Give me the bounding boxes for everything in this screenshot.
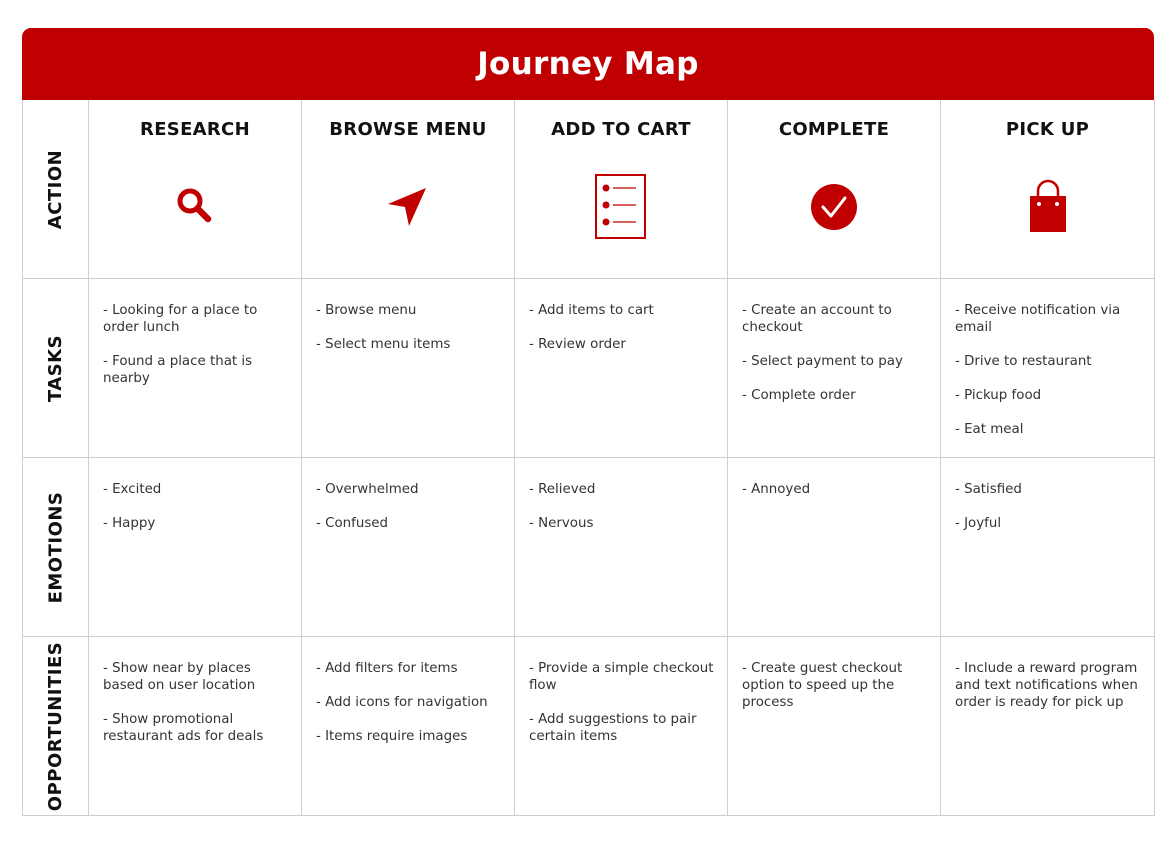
row-label-text: EMOTIONS	[45, 491, 67, 603]
opportunities-list	[515, 637, 727, 745]
tasks-list	[515, 279, 727, 353]
list-item: - Drive to restaurant	[955, 354, 1092, 369]
tasks-list	[941, 279, 1154, 438]
list-item: - Satisfied	[955, 482, 1022, 497]
list-item: - Create guest checkout option to speed up the process	[742, 661, 903, 710]
stage-add-to-cart	[515, 100, 728, 279]
list-item: - Joyful	[955, 516, 1002, 531]
tasks-list	[89, 279, 301, 387]
tasks-cell	[941, 279, 1155, 458]
list-item: - Found a place that is nearby	[103, 354, 253, 386]
emotions-list	[515, 458, 727, 532]
tasks-cell	[89, 279, 302, 458]
list-item: - Include a reward program and text notifications when order is ready for pick up	[955, 661, 1138, 710]
opportunities-cell	[302, 637, 515, 816]
emotions-list	[89, 458, 301, 532]
navigation-arrow-icon	[302, 172, 514, 242]
list-item: - Select menu items	[316, 337, 451, 352]
opportunities-list	[89, 637, 301, 745]
row-label-emotions	[23, 458, 89, 637]
stage-title: BROWSE MENU	[329, 119, 487, 140]
list-item: - Pickup food	[955, 388, 1042, 403]
opportunities-cell	[941, 637, 1155, 816]
tasks-list	[302, 279, 514, 353]
list-item: - Happy	[103, 516, 156, 531]
row-label-tasks	[23, 279, 89, 458]
opportunities-cell	[515, 637, 728, 816]
emotions-list	[302, 458, 514, 532]
emotions-list	[728, 458, 940, 498]
list-item: - Add suggestions to pair certain items	[529, 712, 697, 744]
list-item: - Annoyed	[742, 482, 811, 497]
emotions-cell	[941, 458, 1155, 637]
opportunities-cell	[728, 637, 941, 816]
opportunities-list	[941, 637, 1154, 711]
emotions-cell	[302, 458, 515, 637]
check-circle-icon	[728, 172, 940, 242]
list-item: - Add filters for items	[316, 661, 458, 676]
journey-map	[22, 28, 1154, 816]
stage-complete	[728, 100, 941, 279]
list-item: - Eat meal	[955, 422, 1024, 437]
list-item: - Overwhelmed	[316, 482, 419, 497]
row-label-opportunities	[23, 637, 89, 816]
header-bar	[22, 28, 1154, 100]
stage-title: ADD TO CART	[551, 119, 691, 140]
row-label-text: ACTION	[45, 149, 67, 229]
tasks-cell	[515, 279, 728, 458]
stage-browse-menu	[302, 100, 515, 279]
stage-research	[89, 100, 302, 279]
stage-pick-up	[941, 100, 1155, 279]
opportunities-cell	[89, 637, 302, 816]
list-item: - Show near by places based on user location	[103, 661, 256, 693]
emotions-cell	[515, 458, 728, 637]
list-item: - Add items to cart	[529, 303, 654, 318]
opportunities-list	[728, 637, 940, 711]
stage-title: PICK UP	[1005, 119, 1090, 140]
list-item: - Complete order	[742, 388, 856, 403]
row-label-text: OPPORTUNITIES	[45, 641, 66, 811]
opportunities-list	[302, 637, 514, 745]
list-item: - Provide a simple checkout flow	[529, 661, 714, 693]
stage-title: COMPLETE	[778, 119, 890, 140]
list-item: - Items require images	[316, 729, 468, 744]
shopping-bag-icon	[941, 172, 1154, 242]
list-item: - Looking for a place to order lunch	[103, 303, 258, 335]
journey-grid	[22, 100, 1154, 816]
list-item: - Relieved	[529, 482, 596, 497]
row-label-action	[23, 100, 89, 279]
checklist-icon	[515, 172, 727, 242]
emotions-cell	[728, 458, 941, 637]
tasks-cell	[728, 279, 941, 458]
list-item: - Show promotional restaurant ads for deals	[103, 712, 264, 744]
search-icon	[89, 172, 301, 242]
list-item: - Select payment to pay	[742, 354, 903, 369]
tasks-cell	[302, 279, 515, 458]
list-item: - Nervous	[529, 516, 594, 531]
list-item: - Receive notification via email	[955, 303, 1121, 335]
list-item: - Confused	[316, 516, 389, 531]
tasks-list	[728, 279, 940, 404]
list-item: - Add icons for navigation	[316, 695, 488, 710]
list-item: - Review order	[529, 337, 626, 352]
row-label-text: TASKS	[45, 334, 66, 402]
stage-title: RESEARCH	[140, 119, 250, 140]
emotions-cell	[89, 458, 302, 637]
list-item: - Browse menu	[316, 303, 417, 318]
list-item: - Create an account to checkout	[742, 303, 892, 335]
list-item: - Excited	[103, 482, 162, 497]
page-title: Journey Map	[477, 46, 699, 82]
emotions-list	[941, 458, 1154, 532]
